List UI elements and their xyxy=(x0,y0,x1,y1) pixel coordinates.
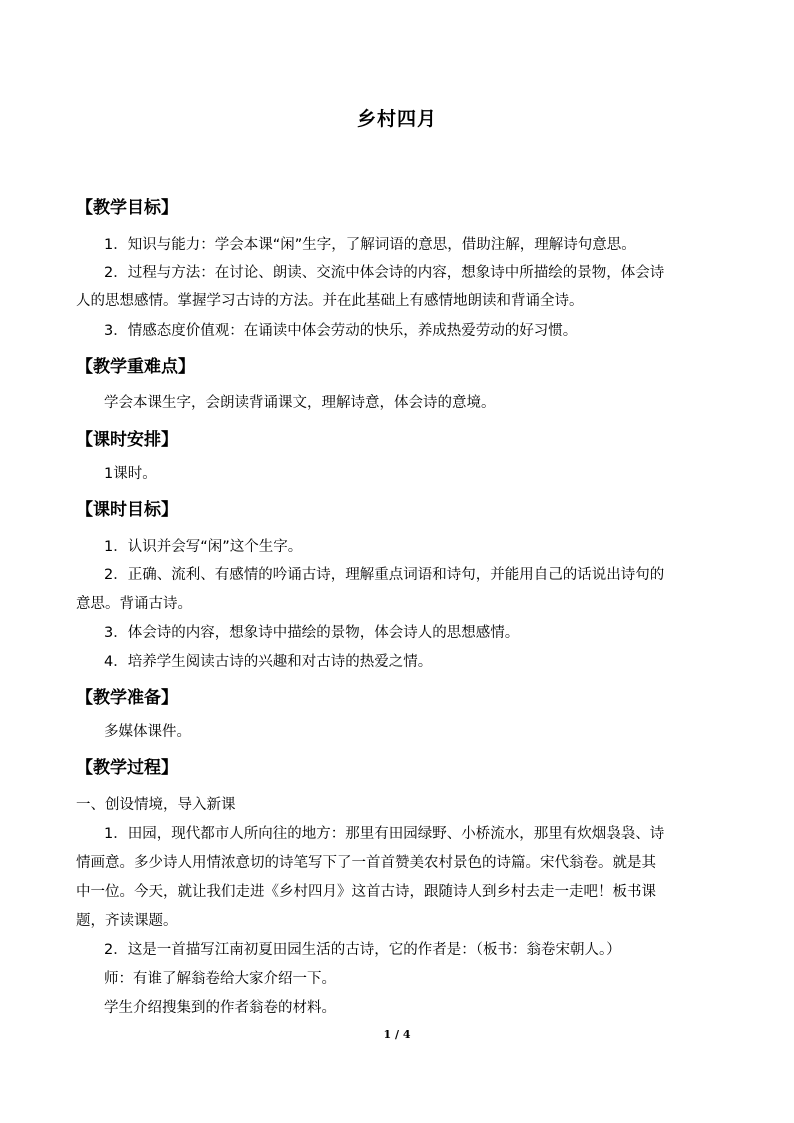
paragraph-4: 学生介绍搜集到的作者翁卷的材料。 xyxy=(104,1000,336,1016)
section-heading-key-points: 【教学重难点】 xyxy=(76,357,195,377)
section-heading-process: 【教学过程】 xyxy=(76,758,178,778)
page-title: 乡村四月 xyxy=(356,108,437,130)
section-heading-goals: 【教学目标】 xyxy=(76,198,178,218)
paragraph-1-line-1: 1．田园，现代都市人所向往的地方：那里有田园绿野、小桥流水，那里有炊烟袅袅、诗 xyxy=(104,826,665,842)
preparation-text: 多媒体课件。 xyxy=(104,724,191,740)
lesson-goal-1: 1．认识并会写“闲”这个生字。 xyxy=(104,539,303,555)
lesson-goal-2-line-1: 2．正确、流利、有感情的吟诵古诗，理解重点词语和诗句，并能用自己的话说出诗句的 xyxy=(104,567,665,583)
goal-2-line-2: 人的思想感情。掌握学习古诗的方法。并在此基础上有感情地朗读和背诵全诗。 xyxy=(76,293,584,309)
lesson-goal-4: 4．培养学生阅读古诗的兴趣和对古诗的热爱之情。 xyxy=(104,654,433,670)
schedule-text: 1课时。 xyxy=(104,466,157,482)
paragraph-1-line-2: 情画意。多少诗人用情浓意切的诗笔写下了一首首赞美农村景色的诗篇。宋代翁卷。就是其 xyxy=(76,855,656,871)
section-heading-schedule: 【课时安排】 xyxy=(76,430,178,450)
goal-3: 3．情感态度价值观：在诵读中体会劳动的快乐，养成热爱劳动的好习惯。 xyxy=(104,323,578,339)
goal-1: 1．知识与能力：学会本课“闲”生字，了解词语的意思，借助注解，理解诗句意思。 xyxy=(104,237,636,253)
lesson-goal-3: 3．体会诗的内容，想象诗中描绘的景物，体会诗人的思想感情。 xyxy=(104,625,520,641)
key-points-text: 学会本课生字，会朗读背诵课文，理解诗意，体会诗的意境。 xyxy=(104,395,496,411)
goal-2-line-1: 2．过程与方法：在讨论、朗读、交流中体会诗的内容，想象诗中所描绘的景物，体会诗 xyxy=(104,265,665,281)
section-heading-lesson-goals: 【课时目标】 xyxy=(76,500,178,520)
paragraph-1-line-4: 题，齐读课题。 xyxy=(76,913,178,929)
section-heading-preparation: 【教学准备】 xyxy=(76,688,178,708)
paragraph-2: 2．这是一首描写江南初夏田园生活的古诗，它的作者是：（板书：翁卷宋朝人。） xyxy=(104,942,621,958)
process-step-1-heading: 一、创设情境，导入新课 xyxy=(76,797,236,813)
paragraph-3: 师：有谁了解翁卷给大家介绍一下。 xyxy=(104,971,336,987)
paragraph-1-line-3: 中一位。今天，就让我们走进《乡村四月》这首古诗，跟随诗人到乡村去走一走吧！板书课 xyxy=(76,884,656,900)
page-number: 1 / 4 xyxy=(383,1028,411,1041)
lesson-goal-2-line-2: 意思。背诵古诗。 xyxy=(76,596,192,612)
